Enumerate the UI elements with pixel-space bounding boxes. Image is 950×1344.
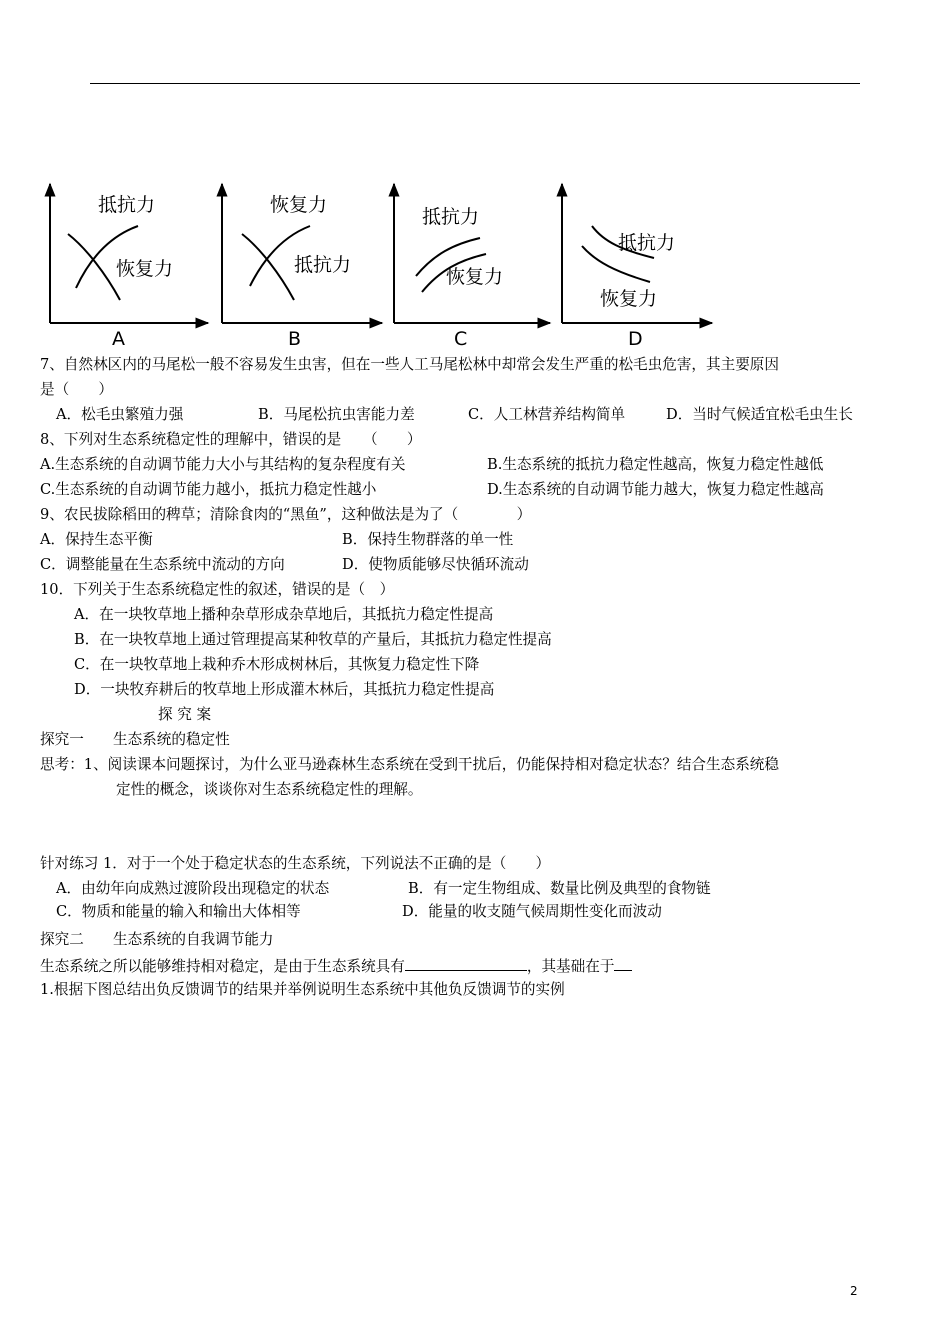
q8-option-d: D.生态系统的自动调节能力越大，恢复力稳定性越高 — [487, 481, 824, 498]
q7-option-b: B．马尾松抗虫害能力差 — [258, 406, 415, 423]
practice-option-d: D．能量的收支随气候周期性变化而波动 — [402, 903, 662, 920]
section-title: 探 究 案 — [158, 706, 212, 723]
explore1-think-line2: 定性的概念，谈谈你对生态系统稳定性的理解。 — [116, 781, 423, 798]
stability-graphs-figure — [30, 178, 730, 353]
explore2-fill-line — [40, 955, 632, 977]
q7-option-a: A．松毛虫繁殖力强 — [56, 406, 184, 423]
q8-option-a: A.生态系统的自动调节能力大小与其结构的复杂程度有关 — [40, 456, 406, 473]
page-number: 2 — [850, 1284, 858, 1298]
graph-b-upper-label: 恢复力 — [270, 194, 328, 216]
q10-option-b: B．在一块牧草地上通过管理提高某种牧草的产量后，其抵抗力稳定性提高 — [74, 631, 552, 648]
q7-option-c: C．人工林营养结构简单 — [468, 406, 626, 423]
q9-option-b: B．保持生物群落的单一性 — [342, 531, 514, 548]
q10-stem: 10．下列关于生态系统稳定性的叙述，错误的是（ ） — [40, 581, 395, 598]
q7-stem-line2: 是（ ） — [40, 381, 113, 398]
practice-option-c: C．物质和能量的输入和输出大体相等 — [56, 903, 301, 920]
q8-option-c: C.生态系统的自动调节能力越小，抵抗力稳定性越小 — [40, 481, 377, 498]
graph-a-letter: A — [112, 328, 125, 350]
q8-option-b: B.生态系统的抵抗力稳定性越高，恢复力稳定性越低 — [487, 456, 824, 473]
graph-a-recovery-curve — [68, 234, 120, 300]
fill-blank-2[interactable] — [614, 955, 632, 971]
q9-option-d: D．使物质能够尽快循环流动 — [342, 556, 529, 573]
explore2-title: 探究二 生态系统的自我调节能力 — [40, 931, 274, 948]
q10-option-a: A．在一块牧草地上播种杂草形成杂草地后，其抵抗力稳定性提高 — [74, 606, 494, 623]
q7-stem-line1: 7、自然林区内的马尾松一般不容易发生虫害，但在一些人工马尾松林中却常会发生严重的松毛虫危害，其主要原因 — [40, 356, 779, 373]
explore2-item1: 1.根据下图总结出负反馈调节的结果并举例说明生态系统中其他负反馈调节的实例 — [40, 981, 565, 998]
graph-d-upper-label: 抵抗力 — [618, 232, 676, 254]
graph-b-letter: B — [288, 328, 302, 350]
explore2-fill-text-a: 生态系统之所以能够维持相对稳定，是由于生态系统具有 — [40, 958, 405, 975]
q10-option-d: D．一块牧弃耕后的牧草地上形成灌木林后，其抵抗力稳定性提高 — [74, 681, 495, 698]
graph-a-lower-label: 恢复力 — [116, 258, 174, 280]
practice-option-a: A．由幼年向成熟过渡阶段出现稳定的状态 — [56, 880, 330, 897]
graph-a-upper-label: 抵抗力 — [98, 194, 156, 216]
q7-option-d: D．当时气候适宜松毛虫生长 — [666, 406, 853, 423]
q9-option-c: C．调整能量在生态系统中流动的方向 — [40, 556, 285, 573]
practice-stem: 针对练习 1．对于一个处于稳定状态的生态系统，下列说法不正确的是（ ） — [40, 855, 551, 872]
q9-stem: 9、农民拔除稻田的稗草；清除食肉的“黑鱼”，这种做法是为了（ ） — [40, 506, 532, 523]
practice-option-b: B．有一定生物组成、数量比例及典型的食物链 — [408, 880, 711, 897]
q8-stem: 8、下列对生态系统稳定性的理解中，错误的是 （ ） — [40, 431, 422, 448]
graph-b-resistance-curve — [242, 234, 294, 300]
fill-blank-1[interactable] — [405, 955, 527, 971]
graph-b-lower-label: 抵抗力 — [294, 254, 352, 276]
explore1-think-line1: 思考：1、阅读课本问题探讨，为什么亚马逊森林生态系统在受到干扰后，仍能保持相对稳定状态？结合生态系统稳 — [40, 756, 779, 773]
graph-c-upper-label: 抵抗力 — [422, 206, 480, 228]
header-rule — [90, 83, 860, 84]
q10-option-c: C．在一块牧草地上栽种乔木形成树林后，其恢复力稳定性下降 — [74, 656, 480, 673]
explore2-fill-text-b: ，其基础在于 — [526, 958, 615, 975]
graph-d-letter: D — [628, 328, 643, 350]
graph-c-letter: C — [454, 328, 468, 350]
q9-option-a: A．保持生态平衡 — [40, 531, 153, 548]
graph-c-lower-label: 恢复力 — [446, 266, 504, 288]
graph-d-lower-label: 恢复力 — [600, 288, 658, 310]
explore1-title: 探究一 生态系统的稳定性 — [40, 731, 230, 748]
